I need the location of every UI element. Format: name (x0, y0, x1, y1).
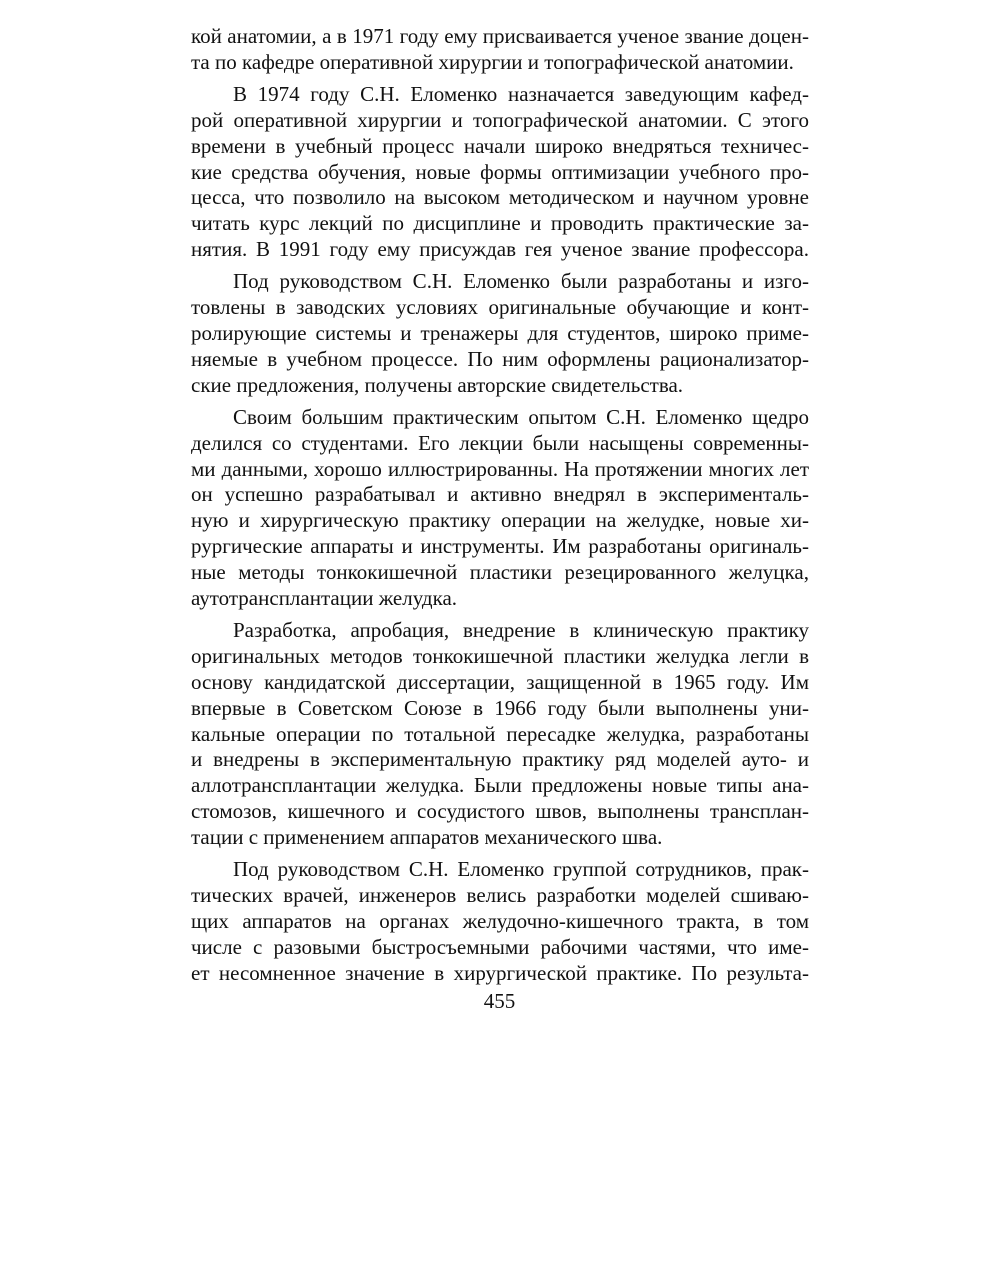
text-line: тических врачей, инженеров велись разработки моделей сшиваю- (191, 883, 809, 907)
paragraph (191, 618, 809, 851)
paragraph (191, 82, 809, 263)
text-line: ролирующие системы и тренажеры для студентов, широко приме- (191, 320, 809, 345)
text-line: ную и хирургическую практику операции на желудке, новые хи- (191, 508, 809, 533)
paragraph (191, 405, 809, 612)
text-line: Своим большим практическим опытом С.Н. Еломенко щедро (233, 404, 809, 429)
text-line: впервые в Советском Союзе в 1966 году были выполнены уни- (191, 695, 809, 720)
text-line: цесса, что позволило на высоком методическом и научном уровне (191, 185, 809, 210)
text-line: числе с разовыми быстросъемными рабочими частями, что име- (191, 934, 809, 959)
text-line: стомозов, кишечного и сосудистого швов, выполнены трансплан- (191, 799, 809, 824)
text-line: аллотрансплантации желудка. Были предложены новые типы ана- (191, 773, 809, 798)
text-line: рургические аппараты и инструменты. Им разработаны оригиналь- (191, 534, 809, 559)
text-line: делился со студентами. Его лекции были насыщены современны- (191, 430, 809, 455)
text-line: Разработка, апробация, внедрение в клиническую практику (233, 617, 809, 642)
text-line: нятия. В 1991 году ему присуждав гея ученое звание профессора. (191, 237, 809, 262)
text-line: щих аппаратов на органах желудочно-кишечного тракта, в том (191, 908, 809, 933)
page-number: 455 (483, 989, 516, 1013)
text-line: тации с применением аппаратов механического шва. (191, 825, 663, 850)
text-line: рой оперативной хирургии и топографической анатомии. С этого (191, 107, 809, 132)
text-line: товлены в заводских условиях оригинальные обучающие и конт- (191, 295, 809, 320)
paragraph (191, 269, 809, 399)
text-line: ет несомненное значение в хирургической практике. По результа- (191, 960, 809, 985)
paragraph-continuation (191, 24, 809, 76)
paragraph (191, 857, 809, 987)
text-line: Под руководством С.Н. Еломенко группой сотрудников, прак- (233, 857, 809, 882)
text-line: аутотрансплантации желудка. (191, 586, 458, 611)
text-line: та по кафедре оперативной хирургии и топографической анатомии. (191, 49, 794, 74)
text-line: ские предложения, получены авторские свидетельства. (191, 372, 684, 397)
text-line: няемые в учебном процессе. По ним оформлены рационализатор- (191, 346, 809, 371)
text-line: кальные операции по тотальной пересадке желудка, разработаны (191, 721, 809, 746)
text-line: времени в учебный процесс начали широко внедряться техничес- (191, 133, 809, 158)
text-line: и внедрены в экспериментальную практику ряд моделей ауто- и (191, 747, 809, 772)
text-line: читать курс лекций по дисциплине и проводить практические за- (191, 211, 809, 236)
text-line: оригинальных методов тонкокишечной пластики желудка легли в (191, 643, 809, 668)
text-line: В 1974 году С.Н. Еломенко назначается заведующим кафед- (233, 81, 809, 106)
text-line: он успешно разрабатывал и активно внедрял в эксперименталь- (191, 482, 809, 507)
text-line: Под руководством С.Н. Еломенко были разработаны и изго- (233, 269, 809, 294)
text-line: кие средства обучения, новые формы оптимизации учебного про- (191, 159, 809, 184)
text-line: основу кандидатской диссертации, защищенной в 1965 году. Им (191, 669, 809, 694)
body-text (191, 24, 809, 993)
text-line: ми данными, хорошо иллюстрированны. На протяжении многих лет (191, 456, 809, 481)
text-line: кой анатомии, а в 1971 году ему присваивается ученое звание доцен- (191, 24, 809, 48)
text-line: ные методы тонкокишечной пластики резецированного желуцка, (191, 560, 809, 585)
